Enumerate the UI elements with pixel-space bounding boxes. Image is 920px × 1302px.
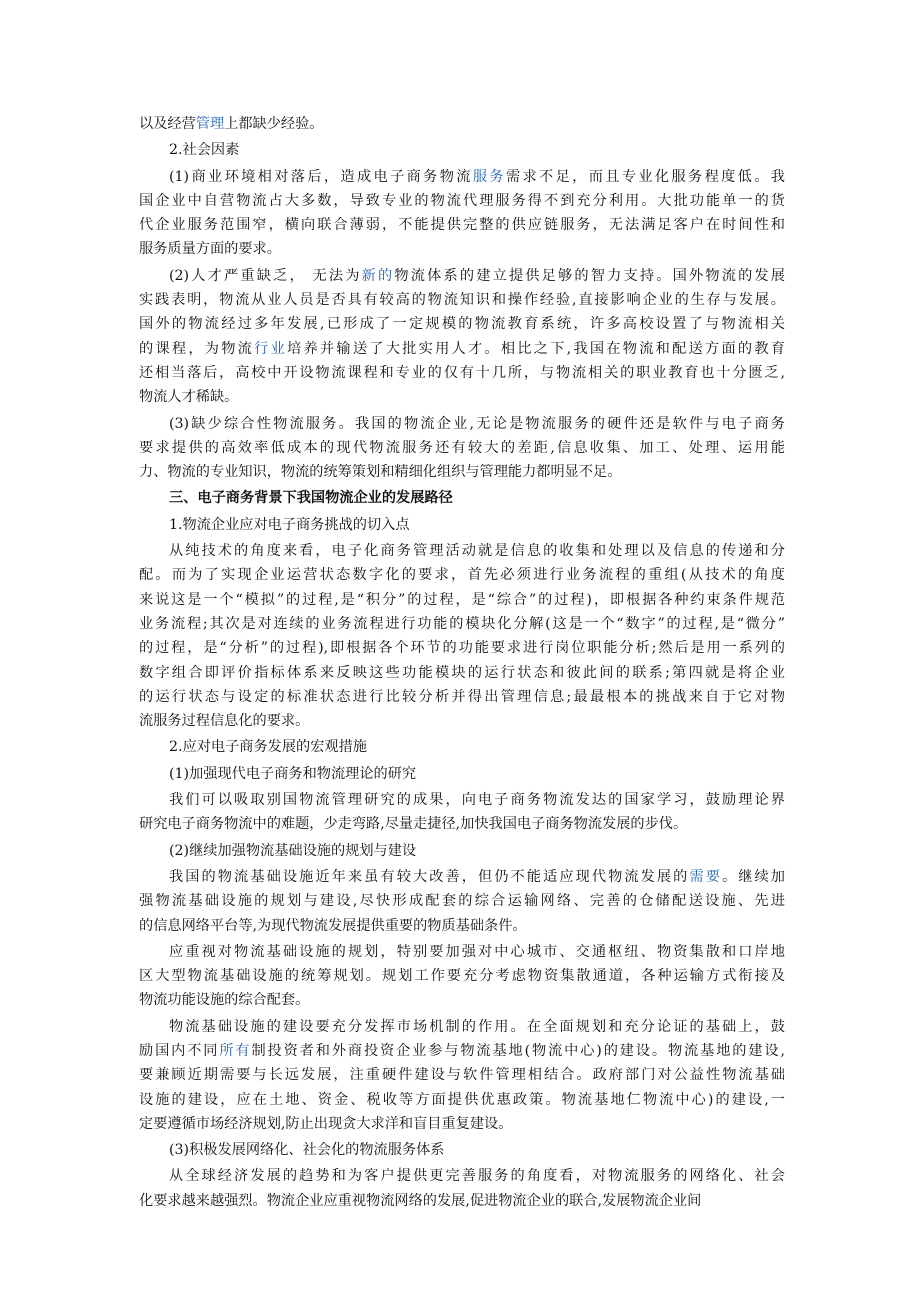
article-body xyxy=(139,112,785,1215)
text-line: 区大型物流基础设施的统筹规划。规划工作要充分考虑物资集散通道，各种运输方式衔接及 xyxy=(139,968,785,985)
text-line: 我们可以吸取别国物流管理研究的成果，向电子商务物流发达的国家学习，鼓励理论界 xyxy=(169,792,785,809)
text-line: 应重视对物流基础设施的规划，特别要加强对中心城市、交通枢纽、物资集散和口岸地 xyxy=(169,943,785,960)
text-line: 1.物流企业应对电子商务挑战的切入点 xyxy=(169,516,410,533)
text-line: 三、电子商务背景下我国物流企业的发展路径 xyxy=(169,490,453,507)
paragraph xyxy=(139,762,785,786)
paragraph xyxy=(139,165,785,262)
text-line: 还相当落后，高校中开设物流课程和专业的仅有十几所，与物流相关的职业教育也十分匮乏, xyxy=(139,364,785,381)
paragraph xyxy=(139,865,785,938)
text-line: 从全球经济发展的趋势和为客户提供更完善服务的角度看，对物流服务的网络化、社会 xyxy=(169,1168,785,1185)
text-line: 物流基础设施的建设要充分发挥市场机制的作用。在全面规划和充分论证的基础上，鼓 xyxy=(169,1018,785,1035)
text-line: 物流功能设施的综合配套。 xyxy=(139,992,310,1009)
inline-link[interactable]: 管理 xyxy=(195,116,225,132)
paragraph xyxy=(139,138,785,162)
paragraph xyxy=(139,513,785,537)
text-line: 2.社会因素 xyxy=(169,142,240,159)
text-line: 励国内不同所有制投资者和外商投资企业参与物流基地(物流中心)的建设。物流基地的建设, xyxy=(139,1042,785,1059)
paragraph xyxy=(139,112,785,136)
paragraph xyxy=(139,735,785,759)
paragraph xyxy=(139,1164,785,1213)
text-line: 物流人才稀缺。 xyxy=(139,389,239,406)
text-line: 数字组合即评价指标体系来反映这些功能模块的运行状态和彼此间的联系;第四就是将企业 xyxy=(139,664,785,681)
paragraph xyxy=(139,412,785,485)
text-line: 定要遵循市场经济规划,防止出现贪大求洋和盲目重复建设。 xyxy=(139,1115,513,1132)
text-line: 业务流程;其次是对连续的业务流程进行功能的模块化分解(这是一个“数字”的过程,是“微分” xyxy=(139,615,785,632)
section-heading xyxy=(139,486,785,510)
text-line: 我国的物流基础设施近年来虽有较大改善，但仍不能适应现代物流发展的需要。继续加 xyxy=(169,868,785,885)
paragraph xyxy=(139,940,785,1013)
text-line: 从纯技术的角度来看，电子化商务管理活动就是信息的收集和处理以及信息的传递和分 xyxy=(169,543,785,560)
text-line: 的课程，为物流行业培养并输送了大批实用人才。相比之下,我国在物流和配送方面的教育 xyxy=(139,340,785,357)
text-line: (3)积极发展网络化、社会化的物流服务体系 xyxy=(169,1142,445,1159)
paragraph xyxy=(139,1138,785,1162)
text-line: 力、物流的专业知识，物流的统筹策划和精细化组织与管理能力都明显不足。 xyxy=(139,464,622,481)
text-line: 要求提供的高效率低成本的现代物流服务还有较大的差距,信息收集、加工、处理、运用能 xyxy=(139,439,785,456)
inline-link[interactable]: 新的 xyxy=(361,267,395,284)
text-line: 设施的建设，应在土地、资金、税收等方面提供优惠政策。物流基地仁物流中心)的建设,一 xyxy=(139,1091,785,1108)
text-line: 代企业服务范围窄，横向联合薄弱，不能提供完整的供应链服务，无法满足客户在时间性和 xyxy=(139,217,785,234)
text-line: 实践表明，物流从业人员是否具有较高的物流知识和操作经验,直接影响企业的生存与发展。 xyxy=(139,292,785,309)
text-line: 研究电子商务物流中的难题，少走弯路,尽量走捷径,加快我国电子商务物流发展的步伐。 xyxy=(139,816,688,833)
inline-link[interactable]: 需要 xyxy=(689,868,722,885)
inline-link[interactable]: 行业 xyxy=(254,340,288,357)
paragraph xyxy=(139,788,785,837)
text-line: 配。而为了实现企业运营状态数字化的要求，首先必须进行业务流程的重组(从技术的角度 xyxy=(139,567,785,584)
text-line: (1)商业环境相对落后，造成电子商务物流服务需求不足，而且专业化服务程度低。我 xyxy=(169,168,785,185)
text-line: 流服务过程信息化的要求。 xyxy=(139,713,310,730)
text-line: 服务质量方面的要求。 xyxy=(139,241,281,258)
text-line: 来说这是一个“模拟”的过程,是“积分”的过程，是“综合”的过程)，即根据各种约束条件规范 xyxy=(139,591,785,608)
text-line: 国企业中自营物流占大多数，导致专业的物流代理服务得不到充分利用。大批功能单一的货 xyxy=(139,192,785,209)
text-line: 强物流基础设施的规划与建设,尽快形成配套的综合运输网络、完善的仓储配送设施、先进 xyxy=(139,893,785,910)
text-line: 的运行状态与设定的标准状态进行比较分析并得出管理信息;最最根本的挑战来自于它对物 xyxy=(139,688,785,705)
inline-link[interactable]: 服务 xyxy=(472,168,506,185)
text-line: 的信息网络平台等,为现代物流发展提供重要的物质基础条件。 xyxy=(139,917,527,934)
text-line: 2.应对电子商务发展的宏观措施 xyxy=(169,739,367,756)
paragraph-gap xyxy=(139,1213,785,1215)
paragraph xyxy=(139,1015,785,1136)
text-line: 国外的物流经过多年发展,已形成了一定规模的物流教育系统，许多高校设置了与物流相关 xyxy=(139,316,785,333)
inline-link[interactable]: 所有 xyxy=(219,1042,252,1059)
paragraph xyxy=(139,539,785,733)
text-line: (2)继续加强物流基础设施的规划与建设 xyxy=(169,842,417,859)
text-line: 以及经营管理上都缺少经验。 xyxy=(139,116,324,132)
text-line: (2)人才严重缺乏， 无法为新的物流体系的建立提供足够的智力支持。国外物流的发展 xyxy=(169,267,785,284)
text-line: (3)缺少综合性物流服务。我国的物流企业,无论是物流服务的硬件还是软件与电子商务 xyxy=(169,415,785,432)
text-line: 化要求越来越强烈。物流企业应重视物流网络的发展,促进物流企业的联合,发展物流企业间 xyxy=(139,1192,702,1209)
text-line: 要兼顾近期需要与长远发展，注重硬件建设与软件管理相结合。政府部门对公益性物流基础 xyxy=(139,1067,785,1084)
paragraph xyxy=(139,264,785,410)
paragraph xyxy=(139,839,785,863)
text-line: 的过程，是“分析”的过程),即根据各个环节的功能要求进行岗位职能分析;然后是用一系列的 xyxy=(139,640,785,657)
text-line: (1)加强现代电子商务和物流理论的研究 xyxy=(169,765,417,782)
